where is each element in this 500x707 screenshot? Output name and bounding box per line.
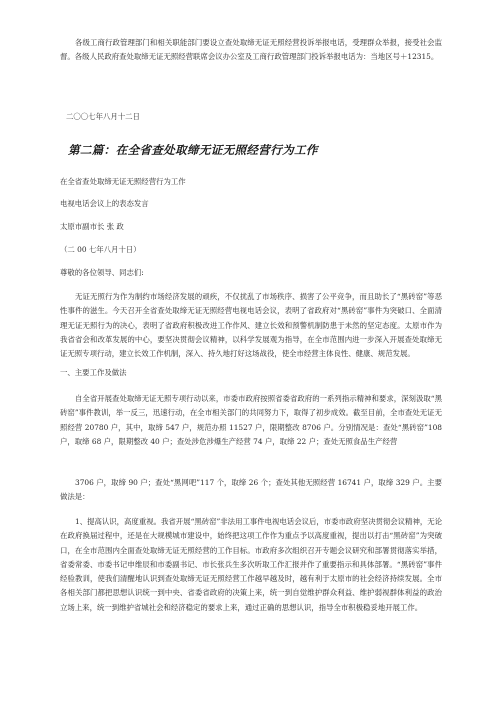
section-title: 第二篇：在全省查处取缔无证无照经营行为工作 (68, 143, 318, 157)
paragraph-introduction: 无证无照行为作为制约市场经济发展的顽疾，不仅扰乱了市场秩序、损害了公平竞争，而且助长了“黑砖窑”等恶性事件的滋生。今天召开全省查处取缔无证无照经营电视电话会议，表明了省政府对“黑砖窑”事件为突破口、全面清理无证无照行为的决心，表明了省政府积极改进工作作风、建立长效和预警机制防患于未然的坚定态度。太原市作为我省省会和改革发展的中心，要坚决贯彻会议精神，以科学发展观为指导，在全市范围内进一步深入开展查处取缔无证无照专项行动，建立长效工作机制，深入、持久地打好这场战役，使全市经营主体良性、健康、规范发展。 (60, 292, 442, 359)
speaker-name: 太原市副市长 张 政 (60, 222, 124, 231)
meeting-name: 电视电话会议上的表态发言 (60, 199, 149, 208)
paragraph-complaint-hotline: 各级工商行政管理部门和相关职能部门要设立查处取缔无证无照经营投诉举报电话，受理群众举报，接受社会监督。各级人民政府查处取缔无证无照经营联席会议办公室及工商行政管理部门投诉举报电话为：当地区号＋12315。 (60, 38, 442, 62)
paragraph-point-1: 1、提高认识，高度重视。我省开展“黑砖窑”非法用工事件电视电话会议后，市委市政府坚决贯彻会议精神，无论在政府换届过程中，还是在大规模城市建设中，始终把这项工作作为重点予以高度重视，提出以打击“黑砖窑”为突破口，在全市范围内全面查处取缔无证无照经营的工作目标。市政府多次组织召开专题会议研究和部署贯彻落实举措，省委常委、市委书记申维辰和市委副书记、市长张兵生多次听取工作汇报并作了重要指示和具体部署。“黑砖窑”事件经验教训，使我们清醒地认识到查处取缔无证无照经营工作越早越及时，越有利于太原市的社会经济持续发展。全市各相关部门都把思想认识统一到中央、省委省政府的决策上来，统一到自觉维护群众利益、维护弱视群体利益的政治立场上来，统一到维护省城社会和经济稳定的要求上来，通过正确的思想认识，指导全市积极稳妥地开展工作。 (60, 517, 443, 612)
speech-subtitle: 在全省查处取缔无证无照经营行为工作 (60, 177, 186, 186)
heading-main-work: 一、主要工作及做法 (60, 368, 127, 377)
paragraph-results-continued: 3706 户，取缔 90 户；查处“黑网吧”117 个，取缔 26 个；查处其他无照经营 16741 户，取缔 329 户。主要做法是： (60, 478, 442, 502)
greeting: 尊敬的各位领导、同志们: (60, 268, 144, 277)
paragraph-work-results: 自全省开展查处取缔无证无照专项行动以来，市委市政府按照省委省政府的一系列指示精神和要求，深刻汲取“黑砖窑”事件教训，举一反三，迅速行动，在全市相关部门的共同努力下，取得了初步成效。截至目前，全市查处无证无照经营 20780 户，其中，取缔 547 户，规范办照 11527 户，限期整改 8706 户。分别情况是：查处“黑砖窑”108 户，取缔 68 户，限期整改 40 户；查处涉危涉爆生产经营 74 户，取缔 22 户；查处无照食品生产经营 (60, 394, 442, 446)
document-date: 二〇〇七年八月十二日 (66, 112, 140, 121)
speech-date: （二 00 七年八月十日） (60, 245, 141, 254)
